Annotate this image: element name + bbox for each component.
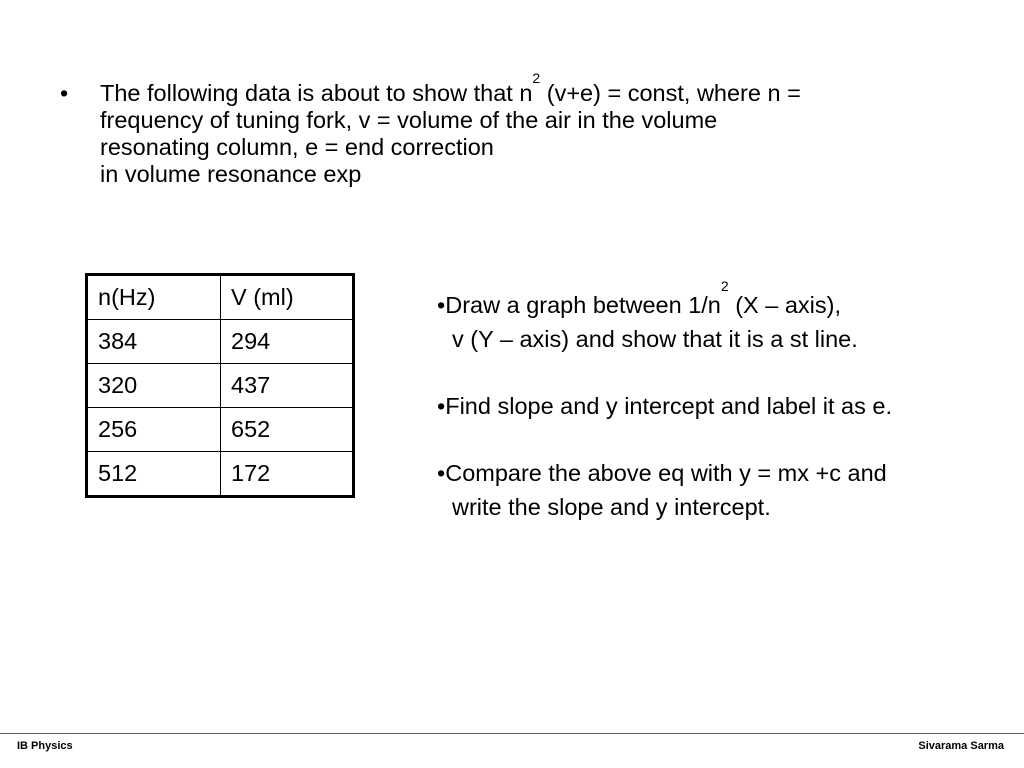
- task-1-line-1: [437, 278, 1017, 322]
- intro-line-1: [100, 70, 960, 107]
- cell-frequency: 512: [87, 452, 221, 497]
- cell-volume: 652: [221, 408, 354, 452]
- footer-course-label: IB Physics: [17, 740, 73, 752]
- table-row: [87, 408, 354, 452]
- intro-text: [100, 70, 960, 188]
- superscript-2: 2: [532, 70, 541, 86]
- intro-line-1-text: The following data is about to show that n: [100, 80, 533, 106]
- header-volume: V (ml): [221, 275, 354, 320]
- header-frequency: n(Hz): [87, 275, 221, 320]
- superscript-2: 2: [720, 278, 729, 294]
- task-3-line-2: write the slope and y intercept.: [452, 494, 771, 520]
- data-table: [85, 273, 355, 498]
- table-row: [87, 320, 354, 364]
- task-1-line-1-rest: (X – axis),: [728, 292, 841, 318]
- footer-divider: [0, 733, 1024, 734]
- intro-bullet-point: [60, 70, 960, 188]
- intro-line-2: frequency of tuning fork, v = volume of the air in the volume: [100, 107, 718, 133]
- task-1-line-2: v (Y – axis) and show that it is a st line.: [452, 326, 858, 352]
- cell-volume: 294: [221, 320, 354, 364]
- table-row: [87, 452, 354, 497]
- task-compare-equation: [437, 456, 1017, 524]
- cell-frequency: 384: [87, 320, 221, 364]
- footer-author-label: Sivarama Sarma: [918, 740, 1004, 752]
- intro-line-4: in volume resonance exp: [100, 161, 362, 187]
- cell-volume: 437: [221, 364, 354, 408]
- task-list: [437, 278, 1017, 557]
- task-3-line-1: •Compare the above eq with y = mx +c and: [437, 460, 887, 486]
- cell-volume: 172: [221, 452, 354, 497]
- table-header-row: [87, 275, 354, 320]
- task-1-line-1-text: •Draw a graph between 1/n: [437, 292, 721, 318]
- task-find-slope: [437, 389, 1017, 423]
- bullet-marker: •: [60, 80, 69, 106]
- task-2-line-1: •Find slope and y intercept and label it as e.: [437, 393, 893, 419]
- task-draw-graph: [437, 278, 1017, 356]
- cell-frequency: 320: [87, 364, 221, 408]
- intro-line-3: resonating column, e = end correction: [100, 134, 494, 160]
- intro-line-1-rest: (v+e) = const, where n =: [540, 80, 801, 106]
- table-row: [87, 364, 354, 408]
- cell-frequency: 256: [87, 408, 221, 452]
